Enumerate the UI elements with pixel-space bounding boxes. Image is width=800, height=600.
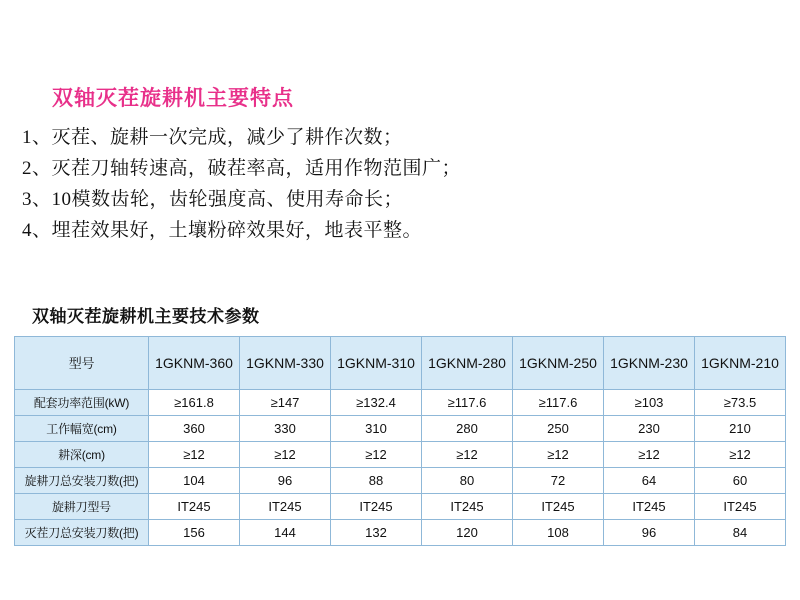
table-cell: 360 bbox=[149, 416, 240, 442]
table-cell: IT245 bbox=[513, 494, 604, 520]
table-cell: ≥12 bbox=[695, 442, 786, 468]
table-header-cell: 1GKNM-310 bbox=[331, 337, 422, 390]
table-cell: ≥12 bbox=[149, 442, 240, 468]
table-cell: ≥103 bbox=[604, 390, 695, 416]
table-cell: ≥12 bbox=[240, 442, 331, 468]
table-cell: 104 bbox=[149, 468, 240, 494]
table-cell: IT245 bbox=[604, 494, 695, 520]
specifications-table bbox=[14, 336, 786, 546]
table-header-cell: 1GKNM-360 bbox=[149, 337, 240, 390]
table-cell: 280 bbox=[422, 416, 513, 442]
table-cell: 330 bbox=[240, 416, 331, 442]
table-caption: 双轴灭茬旋耕机主要技术参数 bbox=[32, 307, 260, 326]
table-cell: IT245 bbox=[149, 494, 240, 520]
table-cell: 108 bbox=[513, 520, 604, 546]
table-cell: 64 bbox=[604, 468, 695, 494]
table-cell: 60 bbox=[695, 468, 786, 494]
table-cell: 80 bbox=[422, 468, 513, 494]
table-cell: ≥147 bbox=[240, 390, 331, 416]
table-header-cell: 1GKNM-230 bbox=[604, 337, 695, 390]
table-row bbox=[15, 442, 786, 468]
table-row-label: 旋耕刀型号 bbox=[15, 494, 149, 520]
table-header-row bbox=[15, 337, 786, 390]
table-header-cell: 1GKNM-330 bbox=[240, 337, 331, 390]
feature-item: 3、10模数齿轮，齿轮强度高、使用寿命长； bbox=[22, 189, 404, 210]
feature-list bbox=[22, 122, 762, 246]
table-header-cell: 1GKNM-280 bbox=[422, 337, 513, 390]
table-cell: 250 bbox=[513, 416, 604, 442]
table-cell: ≥12 bbox=[513, 442, 604, 468]
table-cell: ≥161.8 bbox=[149, 390, 240, 416]
table-row bbox=[15, 494, 786, 520]
page-title: 双轴灭茬旋耕机主要特点 bbox=[52, 86, 294, 110]
table-cell: ≥117.6 bbox=[422, 390, 513, 416]
table-row-label: 工作幅宽(cm) bbox=[15, 416, 149, 442]
table-cell: 210 bbox=[695, 416, 786, 442]
table-cell: 120 bbox=[422, 520, 513, 546]
table-cell: 84 bbox=[695, 520, 786, 546]
table-cell: ≥73.5 bbox=[695, 390, 786, 416]
table-cell: 156 bbox=[149, 520, 240, 546]
table-cell: IT245 bbox=[422, 494, 513, 520]
feature-item: 4、埋茬效果好，土壤粉碎效果好，地表平整。 bbox=[22, 220, 423, 241]
table-row bbox=[15, 390, 786, 416]
table-row-label: 耕深(cm) bbox=[15, 442, 149, 468]
table-row-label: 旋耕刀总安装刀数(把) bbox=[15, 468, 149, 494]
table-cell: ≥117.6 bbox=[513, 390, 604, 416]
table-row bbox=[15, 468, 786, 494]
table-cell: 310 bbox=[331, 416, 422, 442]
table-row bbox=[15, 416, 786, 442]
table-cell: 96 bbox=[240, 468, 331, 494]
table-cell: 144 bbox=[240, 520, 331, 546]
table-row bbox=[15, 520, 786, 546]
table-cell: IT245 bbox=[331, 494, 422, 520]
table-cell: ≥12 bbox=[422, 442, 513, 468]
table-cell: 96 bbox=[604, 520, 695, 546]
table-cell: ≥132.4 bbox=[331, 390, 422, 416]
feature-item: 1、灭茬、旋耕一次完成，减少了耕作次数； bbox=[22, 127, 403, 148]
table-row-label: 配套功率范围(kW) bbox=[15, 390, 149, 416]
table-cell: 230 bbox=[604, 416, 695, 442]
table-cell: 132 bbox=[331, 520, 422, 546]
feature-item: 2、灭茬刀轴转速高，破茬率高，适用作物范围广； bbox=[22, 158, 462, 179]
table-header-cell: 1GKNM-210 bbox=[695, 337, 786, 390]
table-cell: IT245 bbox=[695, 494, 786, 520]
table-cell: ≥12 bbox=[331, 442, 422, 468]
table-cell: 72 bbox=[513, 468, 604, 494]
table-header-cell: 型号 bbox=[15, 337, 149, 390]
table-cell: 88 bbox=[331, 468, 422, 494]
table-header-cell: 1GKNM-250 bbox=[513, 337, 604, 390]
table-row-label: 灭茬刀总安装刀数(把) bbox=[15, 520, 149, 546]
table-cell: IT245 bbox=[240, 494, 331, 520]
table-cell: ≥12 bbox=[604, 442, 695, 468]
